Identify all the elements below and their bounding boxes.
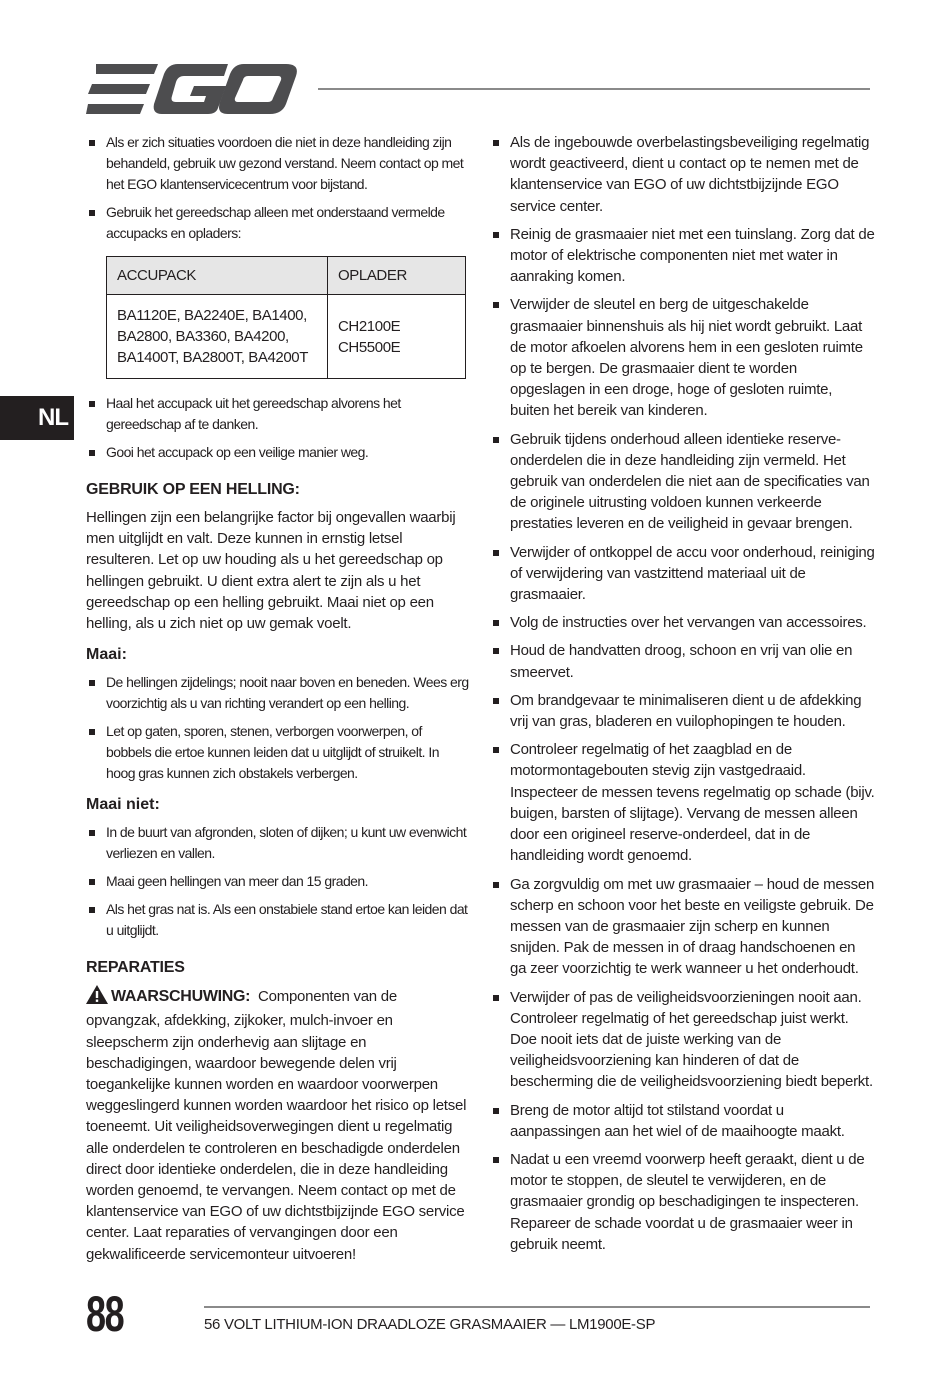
list-item: Haal het accupack uit het gereedschap alvorens het gereedschap af te danken. (86, 393, 470, 435)
maintenance-bullets (490, 132, 875, 1255)
no-mow-bullets (86, 822, 470, 941)
left-column (86, 132, 470, 1265)
list-item: Als er zich situaties voordoen die niet in deze handleiding zijn behandeld, gebruik uw gezond verstand. Neem contact op met het EGO klantenservicecentrum voor bijstand. (86, 132, 470, 195)
repairs-heading: REPARATIES (86, 959, 185, 977)
header-rule (318, 88, 870, 90)
warning-text: Componenten van de opvangzak, afdekking, zijkoker, mulch-invoer en sleepscherm zijn onderhevig aan slijtage en beschadigingen, waardoor bewegende delen vrij toegankelijke kunnen worden en waardoor voorwerpen weggeslingerd kunnen worden waardoor het risico op letsel toeneemt. Uit veiligheidsoverwegingen dient u regelmatig alle onderdelen te controleren en beschadigde onderdelen direct door identieke onderdelen, die in deze handleiding worden genoemd, te vervangen. Neem contact op met de klantenservice van EGO of uw dichtstbijzijnde EGO service center. Laat reparaties of vervangingen door een gekwalificeerde servicemonteur uitvoeren! (86, 988, 467, 1263)
disposal-bullets (86, 393, 470, 463)
oplader-cell (328, 295, 466, 379)
list-item: De hellingen zijdelings; nooit naar boven en beneden. Wees erg voorzichtig als u van richting verandert op een helling. (86, 672, 470, 714)
list-item: Verwijder of ontkoppel de accu voor onderhoud, reiniging of verwijdering van vastzittend materiaal uit de grasmaaier. (490, 542, 875, 606)
list-item: Om brandgevaar te minimaliseren dient u de afdekking vrij van gras, bladeren en vuilophopingen te houden. (490, 690, 875, 732)
battery-charger-table (106, 256, 466, 379)
list-item: Verwijder de sleutel en berg de uitgeschakelde grasmaaier binnenshuis als hij niet wordt gebruikt. Laat de motor afkoelen alvorens hem in een gesloten ruimte op te bergen. De grasmaaier dient te worden opgeslagen in een droge, hoge of gesloten ruimte, buiten het bereik van kinderen. (490, 294, 875, 421)
list-item: Let op gaten, sporen, stenen, verborgen voorwerpen, of bobbels die ertoe kunnen leiden dat u uitglijdt of struikelt. In hoog gras kunnen zich obstakels verbergen. (86, 721, 470, 784)
footer-title: 56 VOLT LITHIUM-ION DRAADLOZE GRASMAAIER — LM1900E-SP (204, 1316, 656, 1333)
list-item: Gebruik het gereedschap alleen met onderstaand vermelde accupacks en opladers: (86, 202, 470, 244)
ego-logo (86, 64, 298, 114)
warning-paragraph (86, 985, 470, 1265)
accupack-line: BA1400T, BA2800T, BA4200T (117, 349, 308, 366)
column-header-oplader: OPLADER (328, 257, 466, 295)
oplader-line: CH5500E (338, 338, 401, 356)
no-mow-heading: Maai niet: (86, 796, 160, 814)
slope-heading: GEBRUIK OP EEN HELLING: (86, 481, 300, 498)
table-row (107, 295, 466, 379)
accupack-line: BA2800, BA3360, BA4200, (117, 328, 289, 345)
oplader-line: CH2100E (338, 317, 401, 335)
warning-label: WAARSCHUWING: (111, 988, 251, 1006)
mow-heading: Maai: (86, 646, 127, 664)
accupack-cell (107, 295, 328, 379)
list-item: Reinig de grasmaaier niet met een tuinslang. Zorg dat de motor of elektrische componenten niet met water in aanraking komen. (490, 224, 875, 288)
table-header-row (107, 257, 466, 295)
list-item: Gebruik tijdens onderhoud alleen identieke reserve-onderdelen die in deze handleiding zijn vermeld. Het gebruik van onderdelen die niet aan de specificaties van de originele uitrusting voldoen kunnen verkeerde prestaties leveren en de veiligheid in gevaar brengen. (490, 429, 875, 535)
list-item: Als de ingebouwde overbelastingsbeveiliging regelmatig wordt geactiveerd, dient u contact op te nemen met de klantenservice van EGO of uw dichtstbijzijnde EGO service center. (490, 132, 875, 217)
right-column (490, 132, 875, 1262)
list-item: Maai geen hellingen van meer dan 15 graden. (86, 871, 470, 892)
column-header-accupack: ACCUPACK (107, 257, 328, 295)
intro-bullets (86, 132, 470, 244)
footer-rule (204, 1306, 870, 1308)
list-item: Breng de motor altijd tot stilstand voordat u aanpassingen aan het wiel of de maaihoogte maakt. (490, 1100, 875, 1142)
list-item: Volg de instructies over het vervangen van accessoires. (490, 612, 875, 633)
list-item: Als het gras nat is. Als een onstabiele stand ertoe kan leiden dat u uitglijdt. (86, 899, 470, 941)
list-item: Gooi het accupack op een veilige manier weg. (86, 442, 470, 463)
list-item: Houd de handvatten droog, schoon en vrij van olie en smeervet. (490, 640, 875, 682)
accupack-line: BA1120E, BA2240E, BA1400, (117, 307, 307, 324)
mow-bullets (86, 672, 470, 784)
list-item: Verwijder of pas de veiligheidsvoorzieningen nooit aan. Controleer regelmatig of het gereedschap juist werkt. Doe nooit iets dat de juiste werking van de veiligheidsvoorziening kan hinderen of dat de bescherming die de veiligheidsvoorziening biedt beperkt. (490, 987, 875, 1093)
page-number: 88 (86, 1286, 124, 1342)
list-item: Controleer regelmatig of het zaagblad en de motormontagebouten stevig zijn vastgedraaid. Inspecteer de messen tevens regelmatig op schade (bijv. buigen, barsten of slijtage). Vervang de messen alleen door een origineel reserve-onderdeel, dat in de handleiding wordt genoemd. (490, 739, 875, 866)
warning-triangle-icon (86, 985, 108, 1010)
list-item: In de buurt van afgronden, sloten of dijken; u kunt uw evenwicht verliezen en vallen. (86, 822, 470, 864)
list-item: Ga zorgvuldig om met uw grasmaaier – houd de messen scherp en schoon voor het beste en veiligste gebruik. De messen van de grasmaaier zijn scherp en kunnen snijden. Pak de messen in of draag handschoenen en ga zeer voorzichtig te werk wanneer u het onderhoudt. (490, 874, 875, 980)
list-item: Nadat u een vreemd voorwerp heeft geraakt, dient u de motor te stoppen, de sleutel te verwijderen, en de grasmaaier grondig op beschadigingen te inspecteren. Repareer de schade voordat u de grasmaaier weer in gebruik neemt. (490, 1149, 875, 1255)
slope-paragraph: Hellingen zijn een belangrijke factor bij ongevallen waarbij men uitglijdt en valt. Deze kunnen in ernstig letsel resulteren. Let op uw houding als u het gereedschap op hellingen gebruikt. U dient extra alert te zijn als u het gereedschap op een helling gebruikt. Maai niet op een helling, als u zich niet op uw gemak voelt. (86, 509, 456, 633)
language-tab: NL (0, 396, 74, 440)
